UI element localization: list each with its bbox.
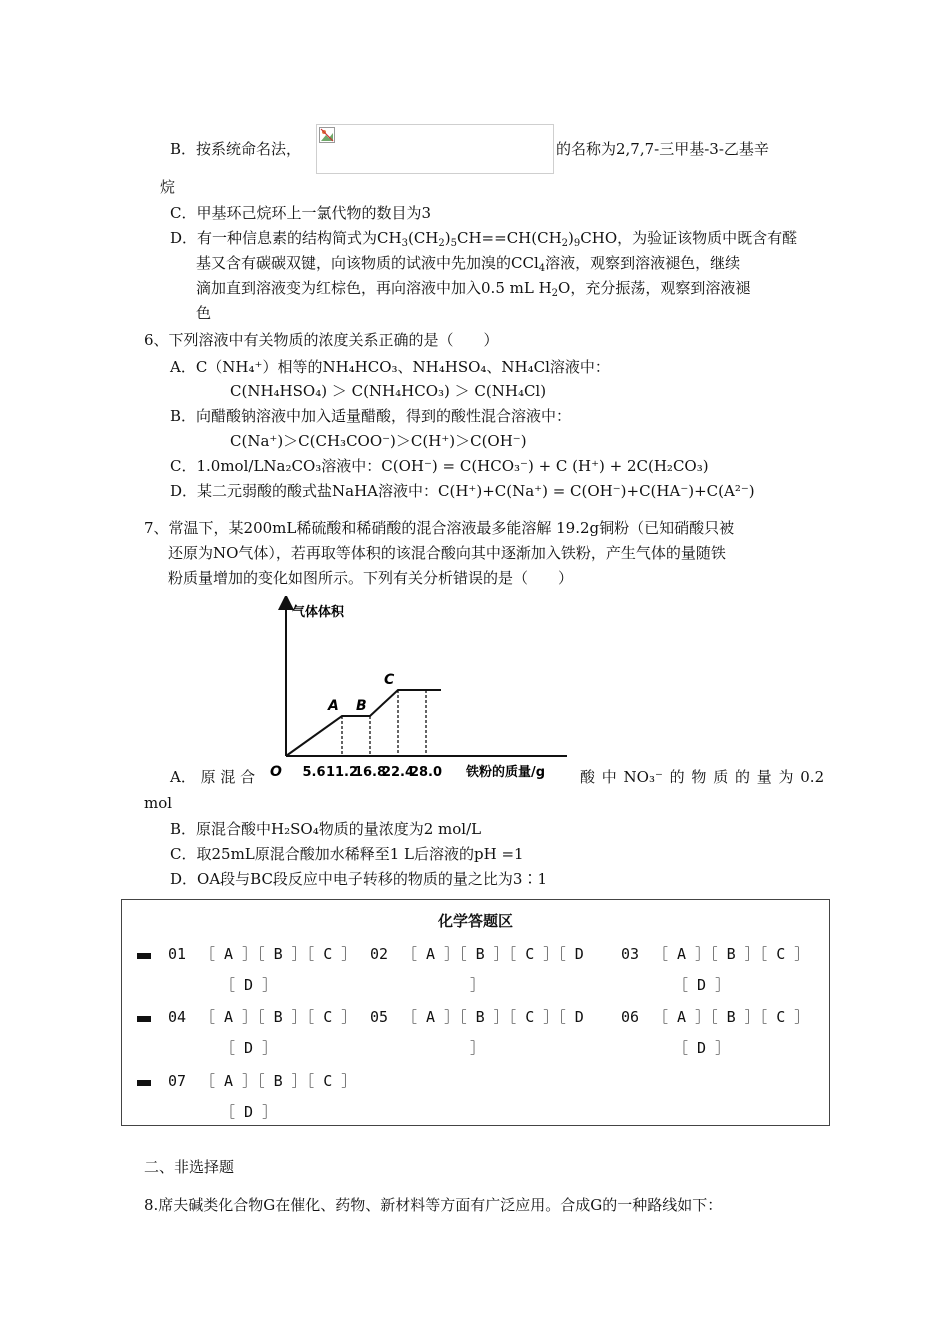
q5-option-b-cont: 烷 — [160, 178, 176, 196]
question-number: 04 — [168, 1008, 187, 1026]
q7-stem-line1: 7、常温下，某200mL稀硫酸和稀硝酸的混合溶液最多能溶解 19.2g铜粉（已知硝酸只被 — [144, 519, 735, 537]
q7-option-a-suffix: 酸 中 NO₃⁻ 的 物 质 的 量 为 0.2 — [580, 768, 825, 786]
q7-option-a-prefix: A． 原 混 合 — [170, 768, 256, 786]
point-label: A — [328, 698, 339, 714]
question-number: 05 — [370, 1008, 389, 1026]
q7-option-c: C．取25mL原混合酸加水稀释至1 L后溶液的pH =1 — [170, 845, 524, 863]
q5-option-d-line1: D．有一种信息素的结构简式为$CH_3(CH_2)_5CH==CH(CH_2)_9CHO$，为验证该物质中既含有醛 — [170, 229, 798, 249]
answer-choices-cont[interactable]: ［ D ］ — [220, 976, 278, 994]
q7-stem-line3: 粉质量增加的变化如图所示。下列有关分析错误的是（ ） — [168, 569, 574, 587]
q6-option-c: C．1.0mol/LNa₂CO₃溶液中：C(OH⁻) = C(HCO₃⁻) + C (H⁺) + 2C(H₂CO₃) — [170, 457, 709, 475]
q7-stem-line2: 还原为NO气体），若再取等体积的该混合酸向其中逐渐加入铁粉，产生气体的量随铁 — [168, 544, 726, 562]
point-label: C — [384, 672, 395, 688]
question-number: 02 — [370, 945, 389, 963]
x-tick-label: 11.2 — [325, 765, 359, 780]
q7-option-a-cont: mol — [144, 794, 173, 812]
q5-d-text-c: CH==CH(CH — [457, 229, 562, 247]
answer-choices-cont[interactable]: ［ D ］ — [220, 1103, 278, 1121]
q5-option-d-line4: 色 — [196, 304, 212, 322]
answer-choices-cont[interactable]: ［ D ］ — [673, 976, 731, 994]
q7-option-b: B．原混合酸中H₂SO₄物质的量浓度为2 mol/L — [170, 820, 482, 838]
x-axis-label: 铁粉的质量/g — [466, 765, 546, 780]
question-number: 01 — [168, 945, 187, 963]
broken-image-icon — [319, 127, 335, 143]
q5-d-text-e: 基又含有碳碳双键，向该物质的试液中先加溴的CCl — [196, 254, 539, 272]
q5-d-text-g: 滴加直到溶液变为红棕色，再向溶液中加入0.5 mL H — [196, 279, 552, 297]
q6-option-b-line1: B．向醋酸钠溶液中加入适量醋酸，得到的酸性混合溶液中： — [170, 407, 572, 425]
row-marker — [137, 1016, 151, 1022]
x-tick-label: 16.8 — [353, 765, 387, 780]
q5-option-b-suffix: 的名称为2,7,7-三甲基-3-乙基辛 — [556, 140, 769, 158]
q8-stem: 8.席夫碱类化合物G在催化、药物、新材料等方面有广泛应用。合成G的一种路线如下： — [144, 1196, 723, 1214]
x-tick-label: 28.0 — [409, 765, 443, 780]
answer-choices[interactable]: ［ A ］［ B ］［ C ］ — [200, 945, 357, 963]
q6-option-b-line2: C(Na⁺)＞C(CH₃COO⁻)＞C(H⁺)＞C(OH⁻) — [230, 432, 527, 450]
answer-choices-cont[interactable]: ［ D ］ — [673, 1039, 731, 1057]
q5-option-d-line2: 基又含有碳碳双键，向该物质的试液中先加溴的CCl$_4$溶液，观察到溶液褪色，继续 — [196, 254, 741, 274]
q6-option-a-line1: A．C（NH₄⁺）相等的NH₄HCO₃、NH₄HSO₄、NH₄Cl溶液中： — [170, 358, 610, 376]
q5-option-d-line3: 滴加直到溶液变为红棕色，再向溶液中加入0.5 mL $H_2O$，充分振荡，观察到溶液褪 — [196, 279, 751, 299]
answer-choices[interactable]: ［ A ］［ B ］［ C ］ — [200, 1072, 357, 1090]
answer-choices[interactable]: ［ A ］［ B ］［ C ］ — [653, 1008, 810, 1026]
y-axis-label: 气体体积 — [292, 605, 345, 620]
structure-image — [316, 124, 554, 174]
origin-label: O — [270, 764, 282, 780]
x-tick-label: 5.6 — [302, 765, 326, 780]
q5-option-b — [170, 138, 301, 160]
q5-d-text-d: CHO，为验证该物质中既含有醛 — [580, 229, 798, 247]
section-heading: 二、非选择题 — [144, 1158, 235, 1176]
answer-choices-cont[interactable]: ］ — [470, 1039, 486, 1057]
answer-choices[interactable]: ［ A ］［ B ］［ C ］ — [200, 1008, 357, 1026]
question-number: 06 — [621, 1008, 640, 1026]
q5-d-text-a: D．有一种信息素的结构简式为CH — [170, 229, 402, 247]
answer-choices-cont[interactable]: ［ D ］ — [220, 1039, 278, 1057]
answer-choices[interactable]: ［ A ］［ B ］［ C ］［ D — [402, 945, 584, 963]
x-tick-label: 22.4 — [381, 765, 415, 780]
q7-option-d: D．OA段与BC段反应中电子转移的物质的量之比为3∶1 — [170, 870, 548, 888]
answer-choices[interactable]: ［ A ］［ B ］［ C ］ — [653, 945, 810, 963]
row-marker — [137, 1080, 151, 1086]
q5-option-c: C．甲基环己烷环上一氯代物的数目为3 — [170, 204, 432, 222]
gas-volume-chart — [262, 596, 580, 781]
answer-choices-cont[interactable]: ］ — [470, 976, 486, 994]
q6-stem: 6、下列溶液中有关物质的浓度关系正确的是（ ） — [144, 331, 499, 349]
q6-option-a-line2: C(NH₄HSO₄) ＞ C(NH₄HCO₃) ＞ C(NH₄Cl) — [230, 382, 547, 400]
q5-d-text-h: O，充分振荡，观察到溶液褪 — [558, 279, 751, 297]
question-number: 03 — [621, 945, 640, 963]
q6-option-d: D．某二元弱酸的酸式盐NaHA溶液中：C(H⁺)+C(Na⁺) = C(OH⁻)+C(HA⁻)+C(A²⁻) — [170, 482, 755, 500]
q5-d-text-f: 溶液，观察到溶液褪色，继续 — [545, 254, 741, 272]
row-marker — [137, 953, 151, 959]
answer-area-title: 化学答题区 — [437, 912, 513, 930]
point-label: B — [356, 698, 367, 714]
question-number: 07 — [168, 1072, 187, 1090]
answer-choices[interactable]: ［ A ］［ B ］［ C ］［ D — [402, 1008, 584, 1026]
q5-option-b-prefix: B．按系统命名法， — [170, 140, 302, 158]
q5-d-text-b: (CH — [407, 229, 439, 247]
